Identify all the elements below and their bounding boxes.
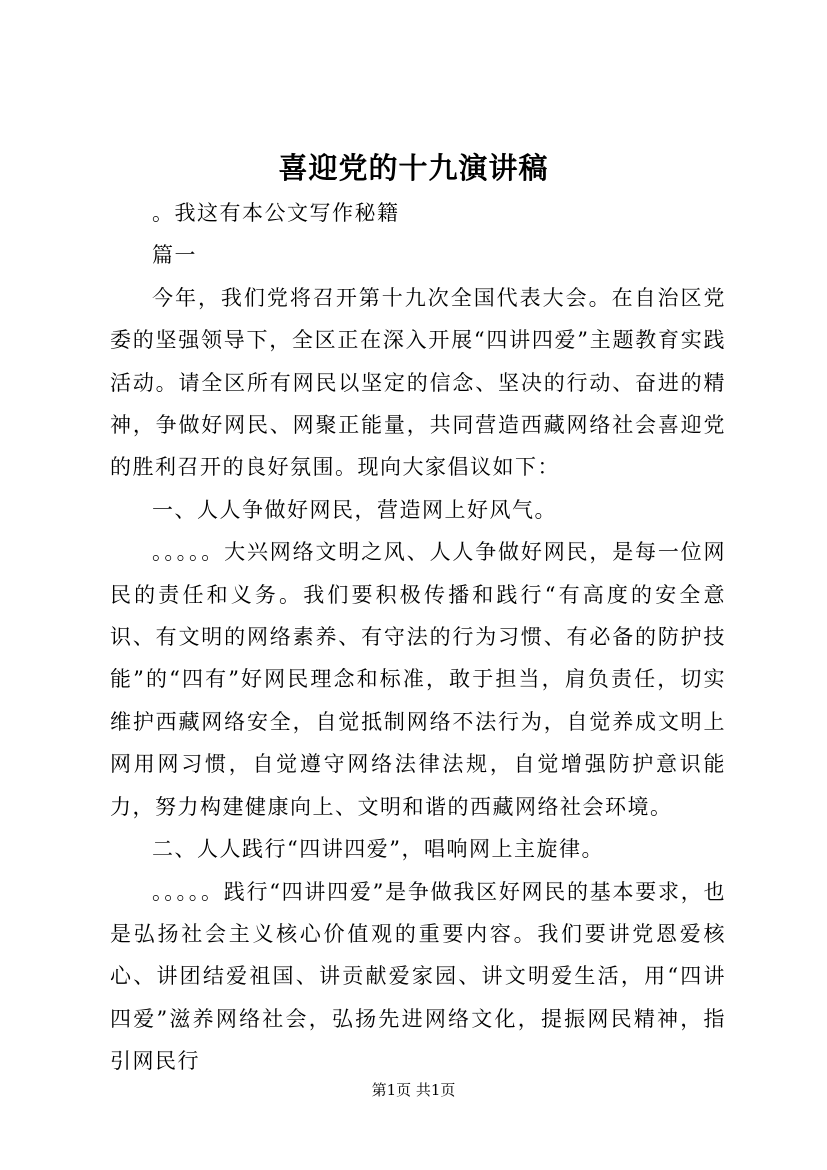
paragraph-heading-one: 一、人人争做好网民，营造网上好风气。 xyxy=(152,497,557,522)
paragraph-opening: 今年，我们党将召开第十九次全国代表大会。在自治区党委的坚强领导下，全区正在深入开展“四讲四爱”主题教育实践活动。请全区所有网民以坚定的信念、坚决的行动、奋进的精神，争做好网民、网聚正能量，共同营造西藏网络社会喜迎党的胜利召开的良好氛围。现向大家倡议如下： xyxy=(110,285,726,480)
paragraph-section-label: 篇一 xyxy=(152,243,197,268)
document-title: 喜迎党的十九演讲稿 xyxy=(278,151,549,185)
paragraph-body-one: 。。。。。大兴网络文明之风、人人争做好网民，是每一位网民的责任和义务。我们要积极传播和践行“有高度的安全意识、有文明的网络素养、有守法的行为习惯、有必备的防护技能”的“四有”好网民理念和标准，敢于担当，肩负责任，切实维护西藏网络安全，自觉抵制网络不法行为，自觉养成文明上网用网习惯，自觉遵守网络法律法规，自觉增强防护意识能力，努力构建健康向上、文明和谐的西藏网络社会环境。 xyxy=(110,540,726,819)
document-body xyxy=(110,192,726,1083)
paragraph-heading-two: 二、人人践行“四讲四爱”，唱响网上主旋律。 xyxy=(152,837,604,862)
paragraph-body-two: 。。。。。践行“四讲四爱”是争做我区好网民的基本要求，也是弘扬社会主义核心价值观的重要内容。我们要讲党恩爱核心、讲团结爱祖国、讲贡献爱家园、讲文明爱生活，用“四讲四爱”滋养网络社会，弘扬先进网络文化，提振网民精神，指引网民行 xyxy=(110,879,726,1074)
page-number-footer: 第1页 共1页 xyxy=(371,1081,456,1099)
paragraph-intro: 。我这有本公文写作秘籍 xyxy=(152,201,400,225)
